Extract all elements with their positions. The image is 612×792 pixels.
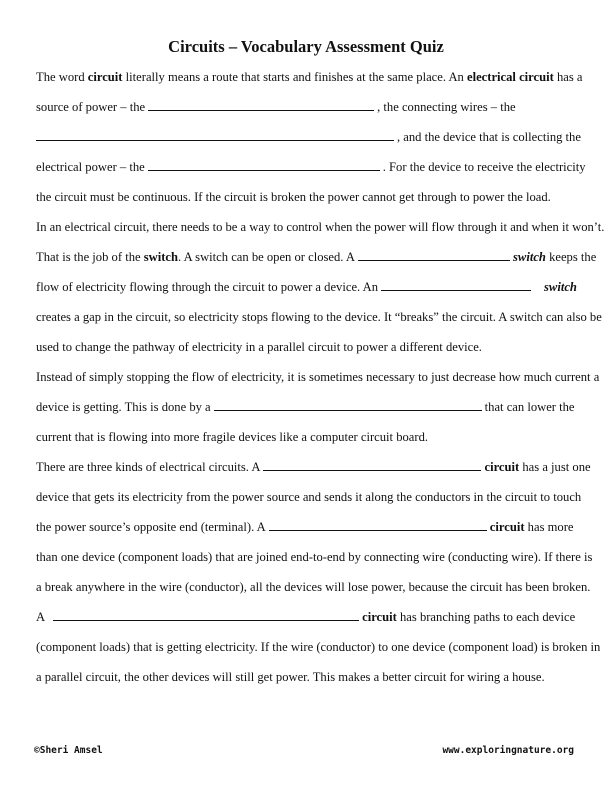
text-line xyxy=(36,542,593,572)
text: creates a gap in the circuit, so electricity stops flowing to the device. It “breaks” the circuit. A switch can also be xyxy=(36,310,602,324)
answer-blank[interactable] xyxy=(358,260,510,261)
text-line xyxy=(36,422,576,452)
text: (component loads) that is getting electricity. If the wire (conductor) to one device (component load) is broken in xyxy=(36,640,601,654)
text-line xyxy=(36,452,591,482)
text: literally means a route that starts and finishes at the same place. An xyxy=(122,70,467,84)
text-line xyxy=(36,302,602,332)
answer-blank[interactable] xyxy=(214,410,482,411)
term-circuit: circuit xyxy=(484,460,520,474)
text: has a xyxy=(553,70,583,84)
answer-blank[interactable] xyxy=(263,470,481,471)
text: flow of electricity flowing through the circuit to power a device. An xyxy=(36,280,379,294)
text: that can lower the xyxy=(484,400,575,414)
text: the circuit must be continuous. If the circuit is broken the power cannot get through to power the load. xyxy=(36,190,551,204)
text-line xyxy=(36,602,576,632)
text-line xyxy=(36,392,576,422)
text-line xyxy=(36,332,576,362)
term-circuit: circuit xyxy=(362,610,397,624)
text-line xyxy=(36,152,586,182)
text-line xyxy=(36,182,576,212)
text-line xyxy=(36,242,597,272)
answer-blank[interactable] xyxy=(269,530,487,531)
term-circuit: circuit xyxy=(489,520,525,534)
copyright-text: ©Sheri Amsel xyxy=(34,745,103,756)
text-line xyxy=(36,122,581,152)
term-electrical-circuit: electrical circuit xyxy=(467,70,554,84)
text: than one device (component loads) that are joined end-to-end by connecting wire (conducting wire). If there is xyxy=(36,550,593,564)
text: used to change the pathway of electricity in a parallel circuit to power a different device. xyxy=(36,340,482,354)
text-line xyxy=(36,632,601,662)
text-line xyxy=(36,362,600,392)
text-line xyxy=(36,272,576,302)
text-line xyxy=(36,62,583,92)
text: device is getting. This is done by a xyxy=(36,400,211,414)
text: source of power – the xyxy=(36,100,146,114)
answer-blank[interactable] xyxy=(36,140,394,141)
text: device that gets its electricity from the power source and sends it along the conductors in the circuit to touch xyxy=(36,490,582,504)
text: , and the device that is collecting the xyxy=(397,130,581,144)
website-url: www.exploringnature.org xyxy=(442,745,574,756)
answer-blank[interactable] xyxy=(53,620,359,621)
answer-blank[interactable] xyxy=(381,290,531,291)
text: , the connecting wires – the xyxy=(377,100,516,114)
text: electrical power – the xyxy=(36,160,145,174)
text: has branching paths to each device xyxy=(396,610,576,624)
text: That is the job of the xyxy=(36,250,144,264)
text: a break anywhere in the wire (conductor), all the devices will lose power, because the circuit has been broken. xyxy=(36,580,591,594)
term-switch: switch xyxy=(143,250,179,264)
text: has more xyxy=(524,520,574,534)
answer-blank[interactable] xyxy=(148,110,374,111)
text: has a just one xyxy=(519,460,591,474)
text: Instead of simply stopping the flow of electricity, it is sometimes necessary to just decrease how much current a xyxy=(36,370,600,384)
term-switch: switch xyxy=(513,250,546,264)
text: The word xyxy=(36,70,88,84)
text: current that is flowing into more fragile devices like a computer circuit board. xyxy=(36,430,429,444)
text: A xyxy=(36,610,46,624)
answer-blank[interactable] xyxy=(148,170,380,171)
text: . For the device to receive the electricity xyxy=(382,160,586,174)
text: . A switch can be open or closed. A xyxy=(178,250,356,264)
text-line xyxy=(36,482,582,512)
text-line xyxy=(36,572,591,602)
text: There are three kinds of electrical circuits. A xyxy=(36,460,261,474)
text: keeps the xyxy=(545,250,597,264)
text-line xyxy=(36,92,576,122)
text: In an electrical circuit, there needs to be a way to control when the power will flow through it and when it won’t. xyxy=(36,220,605,234)
text-line xyxy=(36,512,576,542)
text: the power source’s opposite end (terminal). A xyxy=(36,520,266,534)
page-title: Circuits – Vocabulary Assessment Quiz xyxy=(168,37,444,56)
term-circuit: circuit xyxy=(87,70,123,84)
text-line xyxy=(36,662,576,692)
text-line xyxy=(36,212,605,242)
text: a parallel circuit, the other devices will still get power. This makes a better circuit for wiring a house. xyxy=(36,670,545,684)
term-switch: switch xyxy=(544,280,577,294)
